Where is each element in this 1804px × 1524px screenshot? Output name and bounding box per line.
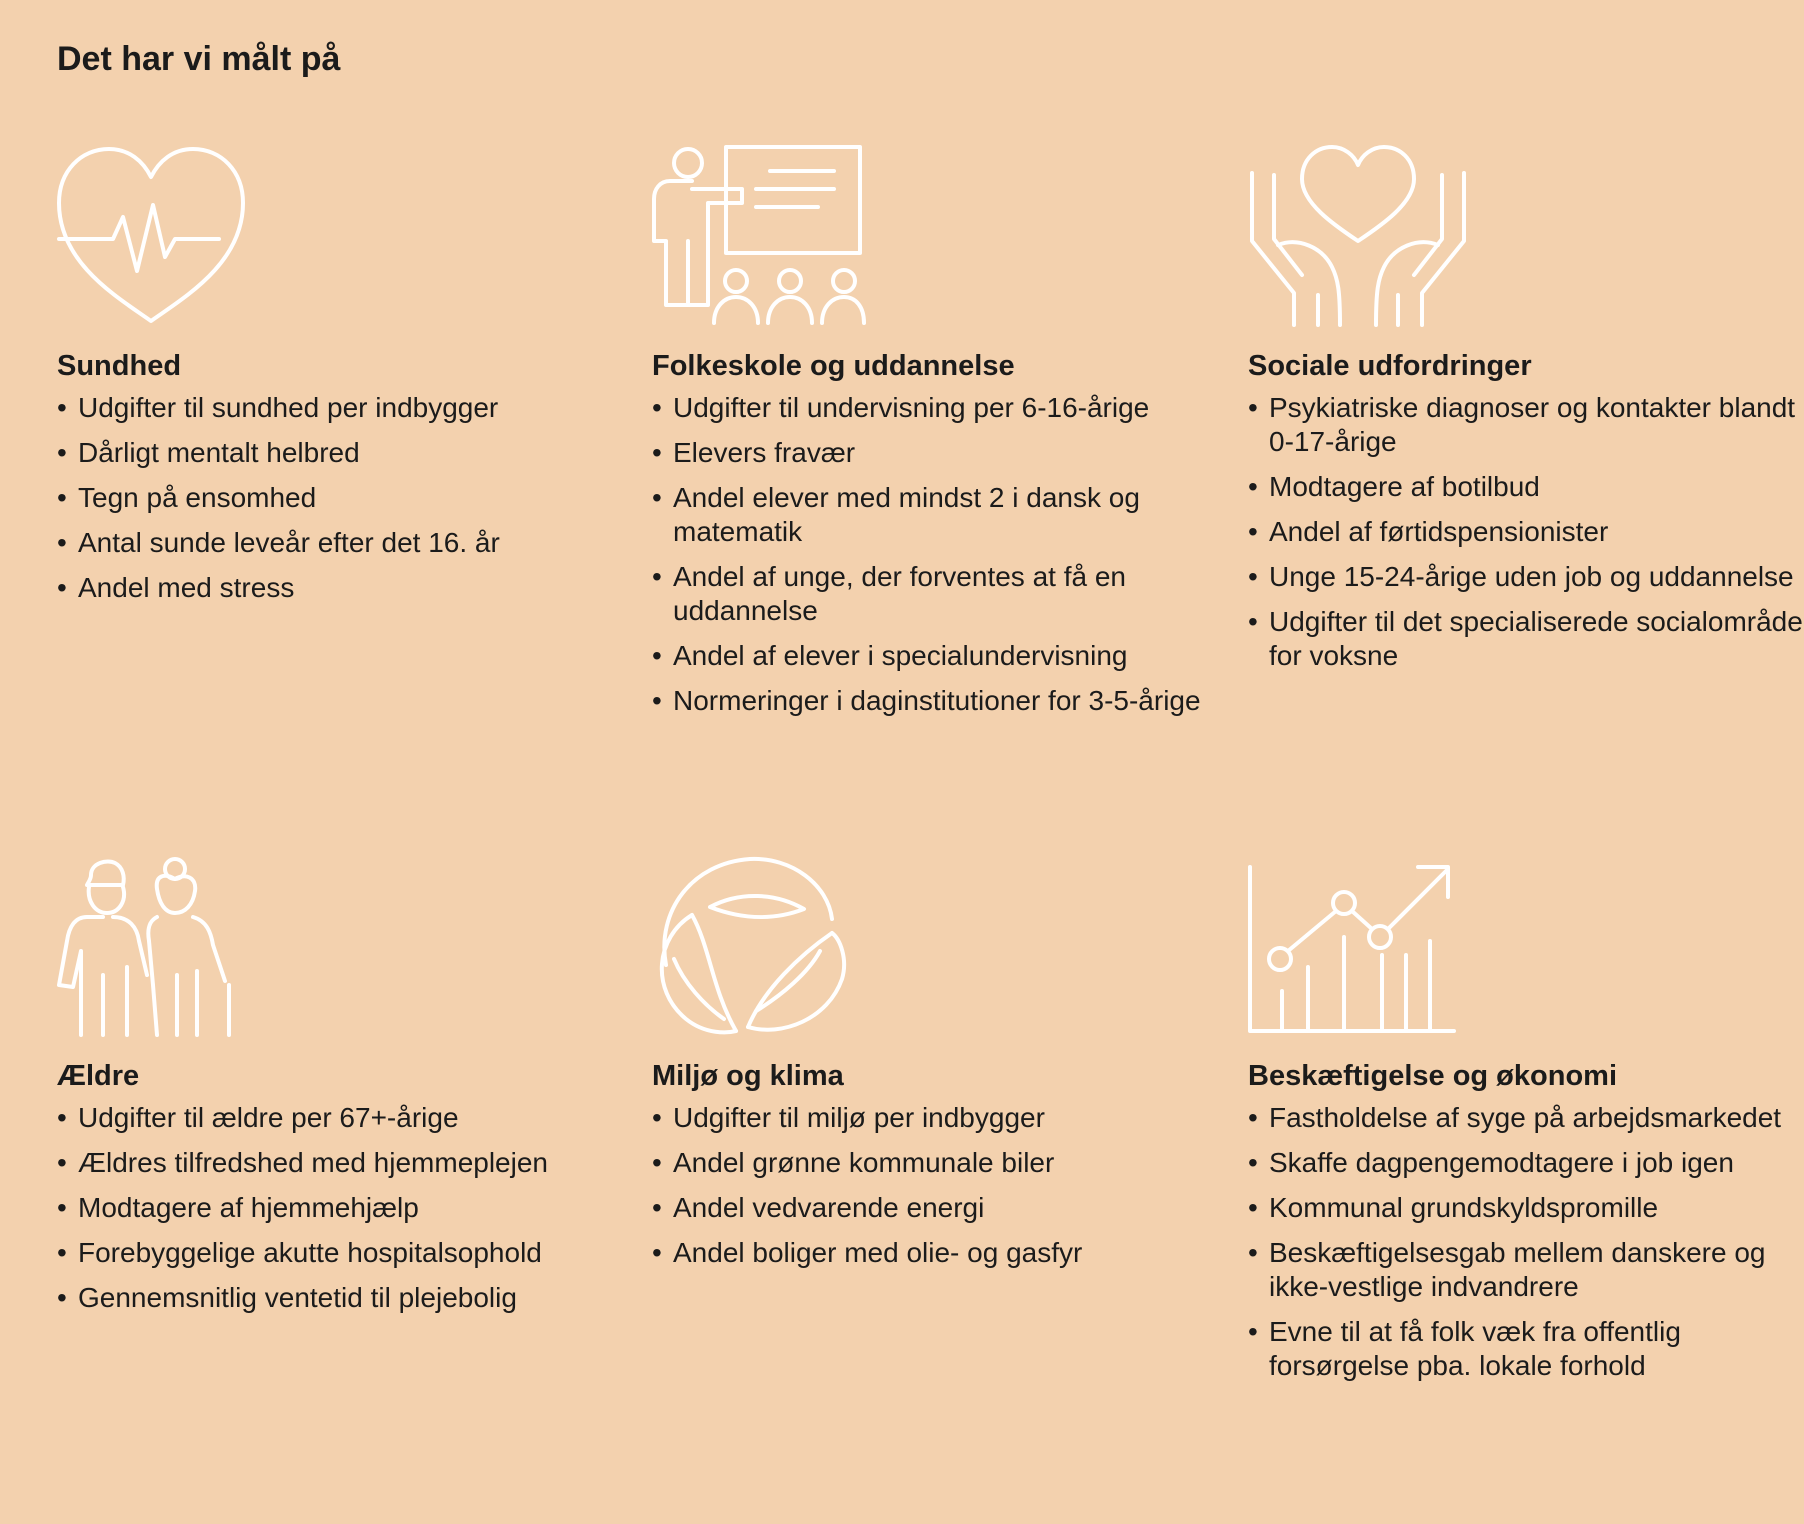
list-item: • Gennemsnitlig ventetid til plejebolig — [57, 1281, 617, 1315]
list-item: • Evne til at få folk væk fra offentlig forsørgelse pba. lokale forhold — [1248, 1315, 1804, 1383]
hands-heart-icon — [1248, 145, 1468, 325]
list-item: • Unge 15-24-årige uden job og uddannelse — [1248, 560, 1804, 594]
heart-pulse-icon — [57, 145, 247, 325]
leaves-cycle-icon — [652, 855, 852, 1035]
teacher-classroom-icon — [652, 145, 867, 325]
list-item: • Kommunal grundskyldspromille — [1248, 1191, 1804, 1225]
list-item: • Udgifter til ældre per 67+-årige — [57, 1101, 617, 1135]
list-item: • Andel af elever i specialundervisning — [652, 639, 1212, 673]
list-item: • Udgifter til miljø per indbygger — [652, 1101, 1212, 1135]
indicator-list — [652, 391, 1212, 729]
list-item: • Udgifter til sundhed per indbygger — [57, 391, 617, 425]
section-heading: Folkeskole og uddannelse — [652, 350, 1015, 382]
list-item: • Forebyggelige akutte hospitalsophold — [57, 1236, 617, 1270]
list-item: • Andel vedvarende energi — [652, 1191, 1212, 1225]
section-heading: Beskæftigelse og økonomi — [1248, 1060, 1618, 1092]
indicator-list — [57, 1101, 617, 1326]
list-item: • Andel grønne kommunale biler — [652, 1146, 1212, 1180]
indicator-list — [57, 391, 617, 616]
elderly-couple-icon — [57, 855, 237, 1035]
list-item: • Udgifter til undervisning per 6-16-årige — [652, 391, 1212, 425]
section-heading: Miljø og klima — [652, 1060, 844, 1092]
list-item: • Tegn på ensomhed — [57, 481, 617, 515]
list-item: • Udgifter til det specialiserede socialområde for voksne — [1248, 605, 1804, 673]
list-item: • Andel med stress — [57, 571, 617, 605]
indicator-list — [1248, 1101, 1804, 1394]
list-item: • Antal sunde leveår efter det 16. år — [57, 526, 617, 560]
section-heading: Sundhed — [57, 350, 182, 382]
list-item: • Psykiatriske diagnoser og kontakter blandt 0-17-årige — [1248, 391, 1804, 459]
list-item: • Modtagere af botilbud — [1248, 470, 1804, 504]
list-item: • Ældres tilfredshed med hjemmeplejen — [57, 1146, 617, 1180]
list-item: • Andel af unge, der forventes at få en uddannelse — [652, 560, 1212, 628]
page-title: Det har vi målt på — [57, 40, 341, 78]
list-item: • Dårligt mentalt helbred — [57, 436, 617, 470]
list-item: • Elevers fravær — [652, 436, 1212, 470]
section-heading: Ældre — [57, 1060, 140, 1092]
list-item: • Fastholdelse af syge på arbejdsmarkedet — [1248, 1101, 1804, 1135]
indicator-list — [652, 1101, 1212, 1281]
growth-chart-icon — [1248, 855, 1458, 1035]
list-item: • Andel boliger med olie- og gasfyr — [652, 1236, 1212, 1270]
list-item: • Skaffe dagpengemodtagere i job igen — [1248, 1146, 1804, 1180]
list-item: • Normeringer i daginstitutioner for 3-5-årige — [652, 684, 1212, 718]
list-item: • Andel af førtidspensionister — [1248, 515, 1804, 549]
list-item: • Modtagere af hjemmehjælp — [57, 1191, 617, 1225]
list-item: • Beskæftigelsesgab mellem danskere og ikke-vestlige indvandrere — [1248, 1236, 1804, 1304]
indicator-list — [1248, 391, 1804, 684]
list-item: • Andel elever med mindst 2 i dansk og matematik — [652, 481, 1212, 549]
section-heading: Sociale udfordringer — [1248, 350, 1532, 382]
